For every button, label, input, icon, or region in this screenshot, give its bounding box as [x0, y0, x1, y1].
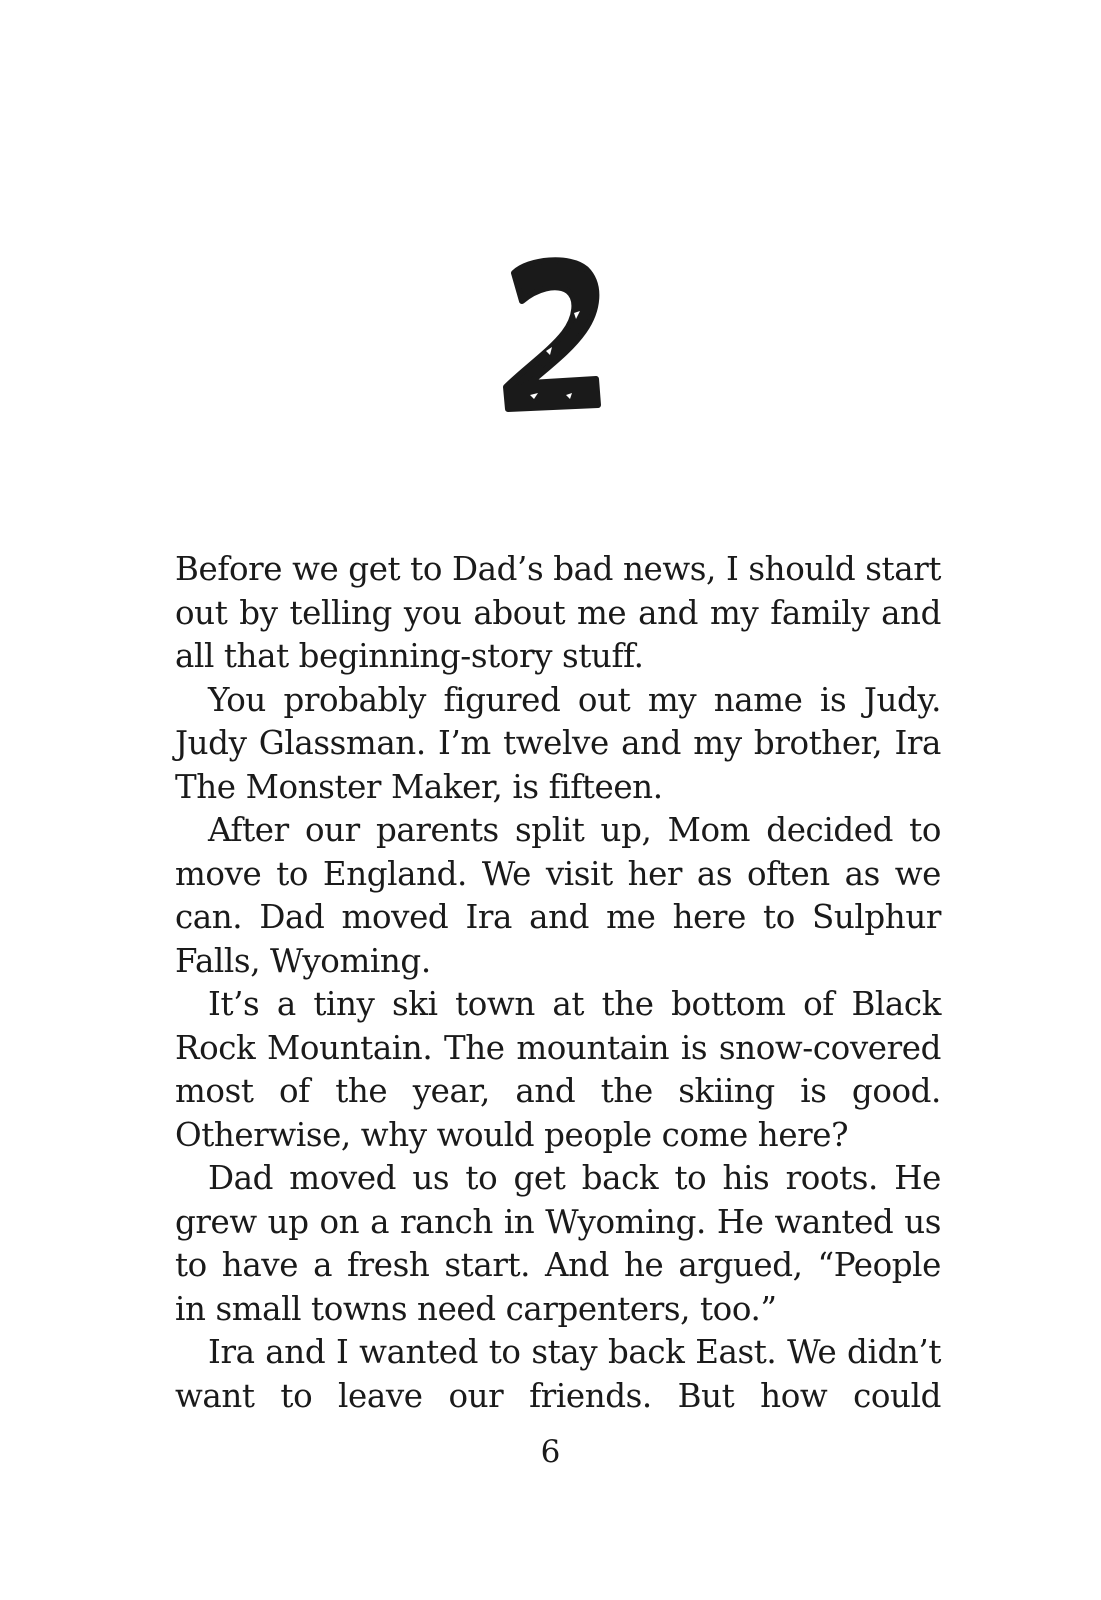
paragraph: After our parents split up, Mom decided to move to England. We visit her as often as we can. Dad moved Ira and me here to Sulphur Falls, Wyoming.	[175, 811, 941, 980]
page-number: 6	[540, 1434, 561, 1470]
paragraph: It’s a tiny ski town at the bottom of Black Rock Mountain. The mountain is snow-covered most of the year, and the skiing is good. Otherwise, why would people come here?	[175, 985, 941, 1154]
chapter-number-text	[500, 415, 501, 416]
paragraph: Dad moved us to get back to his roots. He grew up on a ranch in Wyoming. He wanted us to have a fresh start. And he argued, “People in small towns need carpenters, too.”	[175, 1159, 941, 1328]
body-text	[175, 548, 941, 1418]
paragraph: Before we get to Dad’s bad news, I should start out by telling you about me and my family and all that beginning-story stuff.	[175, 550, 941, 675]
chapter-number-graphic	[500, 255, 605, 415]
paragraph: Ira and I wanted to stay back East. We didn’t want to leave our friends. But how could	[175, 1333, 941, 1415]
chapter-number	[500, 255, 605, 415]
paragraph: You probably figured out my name is Judy. Judy Glassman. I’m twelve and my brother, Ira The Monster Maker, is fifteen.	[175, 680, 941, 806]
